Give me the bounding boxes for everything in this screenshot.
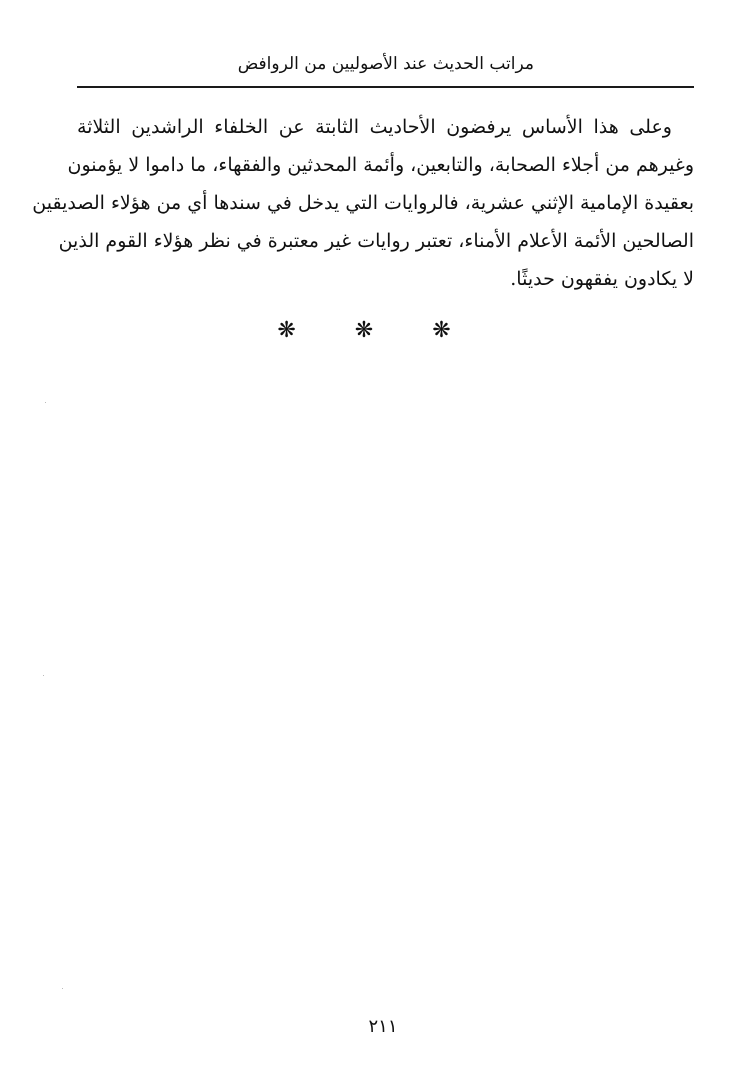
paragraph-line-3: بعقيدة الإمامية الإثني عشرية، فالروايات التي يدخل في سندها أي من هؤلاء الصديقين: [32, 192, 694, 214]
paragraph-line-1: وعلى هذا الأساس يرفضون الأحاديث الثابتة عن الخلفاء الراشدين الثلاثة: [77, 116, 672, 138]
paragraph-line-5: لا يكادون يفقهون حديثًا.: [510, 268, 694, 290]
separator-star-icon: ❋: [277, 318, 314, 343]
scan-speck: [43, 675, 44, 676]
section-separator: [0, 318, 746, 343]
separator-star-icon: ❋: [432, 318, 469, 343]
paragraph-line-4: الصالحين الأئمة الأعلام الأمناء، تعتبر روايات غير معتبرة في نظر هؤلاء القوم الذين: [58, 230, 694, 252]
separator-star-icon: ❋: [354, 318, 392, 343]
header-rule: [77, 86, 694, 88]
body-paragraph: [32, 108, 694, 298]
page-number: ٢١١: [368, 1016, 398, 1037]
running-header-title: مراتب الحديث عند الأصوليين من الروافض: [237, 54, 534, 74]
paragraph-line-2: وغيرهم من أجلاء الصحابة، والتابعين، وأئمة المحدثين والفقهاء، ما داموا لا يؤمنون: [67, 154, 694, 176]
scan-speck: [62, 988, 63, 989]
scan-speck: [45, 402, 46, 403]
